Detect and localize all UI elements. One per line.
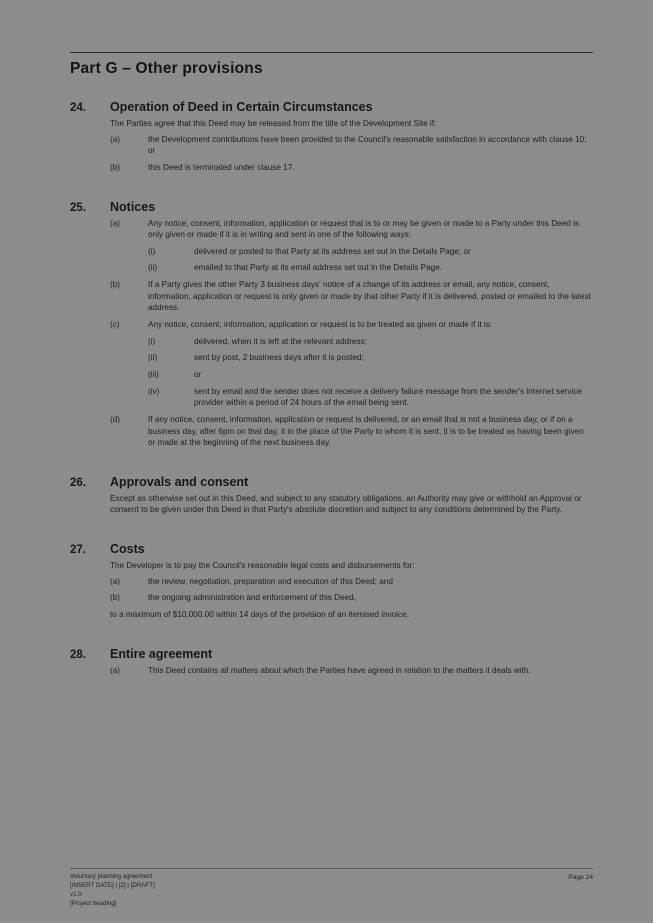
clause-27-title: Costs xyxy=(110,542,145,557)
clause-25c-sublist xyxy=(148,336,593,409)
list-item-label: (a) xyxy=(110,665,121,675)
list-item xyxy=(110,279,593,314)
list-item-text: If a Party gives the other Party 3 business days' notice of a change of its address or email, any notice, consent, information, application or request is only given or made by that other Party if it is delivered, posted or emailed to the latest address. xyxy=(148,280,591,313)
list-item xyxy=(148,386,593,409)
clause-24-title: Operation of Deed in Certain Circumstances xyxy=(110,100,373,114)
part-heading xyxy=(70,52,593,78)
list-item-label: (b) xyxy=(110,162,121,172)
page-footer xyxy=(70,868,593,909)
list-item xyxy=(110,319,593,331)
list-item-label: (i) xyxy=(148,246,156,256)
footer-line: v1.0 xyxy=(70,891,82,899)
clause-25-title: Notices xyxy=(110,199,156,214)
clause-27 xyxy=(70,542,593,621)
clause-27-intro: The Developer is to pay the Council's reasonable legal costs and disbursements for: xyxy=(110,561,415,571)
clause-27-list xyxy=(110,576,593,604)
list-item-text: the review, negotiation, preparation and execution of this Deed; and xyxy=(148,576,393,586)
list-item xyxy=(148,352,593,364)
clause-26-intro: Except as otherwise set out in this Deed, and subject to any statutory obligations, an Authority may give or withhold an Approval or consent to be given under this Deed in that Party's absolute discretion and subject to any conditions determined by the Party. xyxy=(110,493,582,515)
footer-line: [Project heading] xyxy=(70,900,117,908)
list-item xyxy=(110,134,593,157)
clause-26-number: 26. xyxy=(70,476,86,489)
part-heading-title: Part G – Other provisions xyxy=(70,60,263,77)
footer-line: [INSERT DATE] | [2] | [DRAFT] xyxy=(70,882,155,890)
clause-24 xyxy=(70,100,593,174)
clause-27-number: 27. xyxy=(70,544,86,557)
clause-28-number: 28. xyxy=(70,648,86,661)
list-item-text: delivered, when it is left at the relevant address; xyxy=(194,336,367,346)
list-item-text: sent by email and the sender does not receive a delivery failure message from the sender's internet service provider within a period of 24 hours of the email being sent. xyxy=(194,386,582,408)
footer-page-number: Page 24 xyxy=(568,874,593,882)
clause-25-list xyxy=(110,218,593,449)
list-item-label: (c) xyxy=(110,320,120,330)
clause-24-intro: The Parties agree that this Deed may be released from the title of the Development Site if: xyxy=(110,119,437,128)
footer-line: Voluntary planning agreement xyxy=(70,873,153,881)
list-item-label: (i) xyxy=(148,336,156,346)
list-item xyxy=(110,414,593,449)
clause-28 xyxy=(70,647,593,677)
list-item-text: Any notice, consent, information, application or request is to be treated as given or made if it is: xyxy=(148,320,493,330)
list-item-text: Any notice, consent, information, application or request that is to or may be given or made to a Party under this Deed is only given or made if it is in writing and sent in one of the following ways: xyxy=(148,218,579,240)
page-content xyxy=(70,52,593,923)
list-item xyxy=(110,592,593,604)
list-item-label: (iv) xyxy=(148,386,160,396)
list-item-text: sent by post, 2 business days after it is posted; xyxy=(194,353,364,363)
list-item-label: (iii) xyxy=(148,369,159,379)
list-item-label: (a) xyxy=(110,576,121,586)
clause-27-head xyxy=(70,542,593,556)
clause-28-list xyxy=(110,665,593,677)
list-item xyxy=(148,262,593,274)
list-item xyxy=(110,576,593,588)
list-item xyxy=(148,246,593,258)
list-item-label: (a) xyxy=(110,218,121,228)
list-item xyxy=(148,369,593,381)
list-item-text: the ongoing administration and enforcement of this Deed, xyxy=(148,593,357,603)
list-item xyxy=(110,665,593,677)
clause-28-title: Entire agreement xyxy=(110,646,213,661)
clause-25 xyxy=(70,200,593,449)
clause-24-list xyxy=(110,134,593,174)
list-item-label: (ii) xyxy=(148,263,158,273)
list-item xyxy=(110,162,593,174)
list-item xyxy=(110,218,593,241)
list-item-label: (a) xyxy=(110,134,121,144)
list-item-text: This Deed contains all matters about which the Parties have agreed in relation to the matters it deals with. xyxy=(148,665,531,675)
clause-24-number: 24. xyxy=(70,102,86,114)
clause-26-head xyxy=(70,475,593,489)
clause-28-head xyxy=(70,647,593,661)
footer-document-reference xyxy=(70,873,155,909)
clause-25-number: 25. xyxy=(70,201,86,214)
clause-26-title: Approvals and consent xyxy=(110,474,249,489)
list-item-text: the Development contributions have been provided to the Council's reasonable satisfaction in accordance with clause 10; or xyxy=(148,134,587,156)
list-item-label: (d) xyxy=(110,414,121,424)
list-item-label: (ii) xyxy=(148,353,158,363)
list-item-label: (b) xyxy=(110,593,121,603)
list-item-text: or xyxy=(194,369,202,379)
list-item xyxy=(148,336,593,348)
list-item-text: If any notice, consent, information, application or request is delivered, or an email that is not a business day, or if on a business day, after 6pm on that day, it in the place of the Party to whom it is sent, it is to be treated as having been given or made at the beginning of the next business day. xyxy=(148,414,584,448)
list-item-text: delivered or posted to that Party at its address set out in the Details Page; or xyxy=(194,246,471,256)
clause-25a-sublist xyxy=(148,246,593,274)
clause-24-head xyxy=(70,100,593,114)
list-item-text: this Deed is terminated under clause 17. xyxy=(148,162,295,172)
clause-25-head xyxy=(70,200,593,214)
list-item-text: emailed to that Party at its email address set out in the Details Page. xyxy=(194,263,443,273)
clause-26 xyxy=(70,475,593,516)
clause-27-outro: to a maximum of $10,000.00 within 14 days of the provision of an itemised invoice. xyxy=(110,610,410,620)
list-item-label: (b) xyxy=(110,280,121,290)
